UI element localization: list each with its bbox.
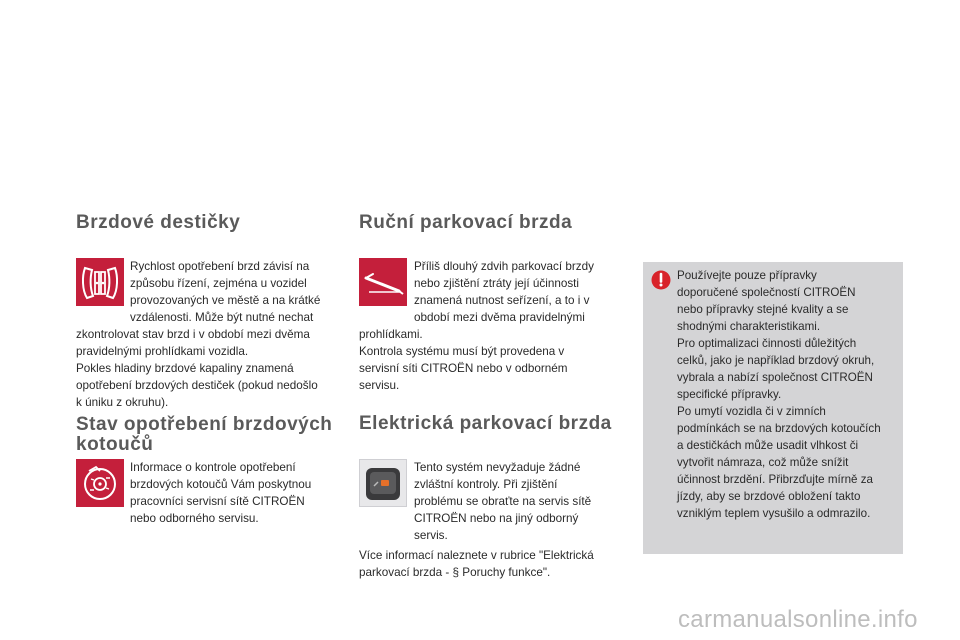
disc-wear-title-line: Stav opotřebení brzdových bbox=[76, 414, 333, 435]
text-line: nebo zjištění ztráty její účinnosti bbox=[414, 277, 580, 290]
disc-wear-text bbox=[130, 459, 345, 527]
text-line: zkontrolovat stav brzd i v období mezi dvěma bbox=[76, 328, 310, 341]
text-line: vybrala a nabízí společnost CITROËN bbox=[677, 371, 873, 384]
text-line: jízdy, aby se brzdové obložení takto bbox=[677, 490, 861, 503]
parking-brake-title: Ruční parkovací brzda bbox=[359, 212, 573, 233]
text-line: Rychlost opotřebení brzd závisí na bbox=[130, 260, 310, 273]
text-line: k úniku z okruhu). bbox=[76, 396, 169, 409]
brake-disc-icon bbox=[76, 459, 124, 507]
text-line: účinnost brzdění. Přibrzďujte mírně za bbox=[677, 473, 873, 486]
text-line: vzdálenosti. Může být nutné nechat bbox=[130, 311, 314, 324]
electric-parking-brake-switch-icon bbox=[359, 459, 407, 507]
more-info-text bbox=[359, 547, 619, 581]
text-line: servisu. bbox=[359, 379, 400, 392]
text-line: shodnými charakteristikami. bbox=[677, 320, 821, 333]
text-line: Pro optimalizaci činnosti důležitých bbox=[677, 337, 857, 350]
watermark: carmanualsonline.info bbox=[678, 606, 918, 633]
electric-parking-brake-text bbox=[414, 459, 614, 544]
text-line: způsobu řízení, zejména u vozidel bbox=[130, 277, 307, 290]
text-line: Používejte pouze přípravky bbox=[677, 269, 817, 282]
disc-wear-title bbox=[76, 415, 332, 455]
disc-wear-title-line: kotoučů bbox=[76, 434, 154, 455]
text-line: celků, jako je například brzdový okruh, bbox=[677, 354, 875, 367]
brake-pads-title: Brzdové destičky bbox=[76, 212, 241, 233]
brake-pads-text bbox=[76, 258, 346, 411]
parking-brake-text bbox=[359, 258, 609, 394]
text-line: servisní síti CITROËN nebo v odborném bbox=[359, 362, 568, 375]
text-line: opotřebení brzdových destiček (pokud nedošlo bbox=[76, 379, 318, 392]
electric-parking-brake-title: Elektrická parkovací brzda bbox=[359, 413, 612, 434]
text-line: znamená nutnost seřízení, a to i v bbox=[414, 294, 590, 307]
text-line: a destičkách může usadit vlhkost či bbox=[677, 439, 859, 452]
text-line: Více informací naleznete v rubrice "Elektrická bbox=[359, 549, 594, 562]
text-line: období mezi dvěma pravidelnými bbox=[414, 311, 585, 324]
text-line: pravidelnými prohlídkami vozidla. bbox=[76, 345, 249, 358]
text-line: specifické přípravky. bbox=[677, 388, 782, 401]
text-line: podmínkách se na brzdových kotoučích bbox=[677, 422, 881, 435]
text-line: CITROËN nebo na jiný odborný bbox=[414, 512, 579, 525]
text-line: provozovaných ve městě a na krátké bbox=[130, 294, 321, 307]
text-line: problému se obraťte na servis sítě bbox=[414, 495, 592, 508]
text-line: vytvořit námraza, což může snížit bbox=[677, 456, 849, 469]
text-line: zvláštní kontroly. Při zjištění bbox=[414, 478, 558, 491]
text-line: servis. bbox=[414, 529, 448, 542]
text-line: Kontrola systému musí být provedena v bbox=[359, 345, 565, 358]
text-line: Tento systém nevyžaduje žádné bbox=[414, 461, 581, 474]
warning-panel bbox=[643, 262, 903, 554]
exclamation-warning-icon bbox=[651, 270, 671, 295]
text-line: doporučené společností CITROËN bbox=[677, 286, 856, 299]
text-line: nebo přípravky stejné kvality a se bbox=[677, 303, 849, 316]
text-line: brzdových kotoučů Vám poskytnou bbox=[130, 478, 312, 491]
text-line: parkovací brzda - § Poruchy funkce". bbox=[359, 566, 551, 579]
text-line: Po umytí vozidla či v zimních bbox=[677, 405, 826, 418]
warning-text bbox=[677, 267, 899, 522]
text-line: pracovníci servisní sítě CITROËN bbox=[130, 495, 305, 508]
text-line: Pokles hladiny brzdové kapaliny znamená bbox=[76, 362, 294, 375]
text-line: Informace o kontrole opotřebení bbox=[130, 461, 296, 474]
text-line: vzniklým teplem vysušilo a odmrazilo. bbox=[677, 507, 871, 520]
text-line: nebo odborného servisu. bbox=[130, 512, 259, 525]
text-line: prohlídkami. bbox=[359, 328, 423, 341]
text-line: Příliš dlouhý zdvih parkovací brzdy bbox=[414, 260, 594, 273]
